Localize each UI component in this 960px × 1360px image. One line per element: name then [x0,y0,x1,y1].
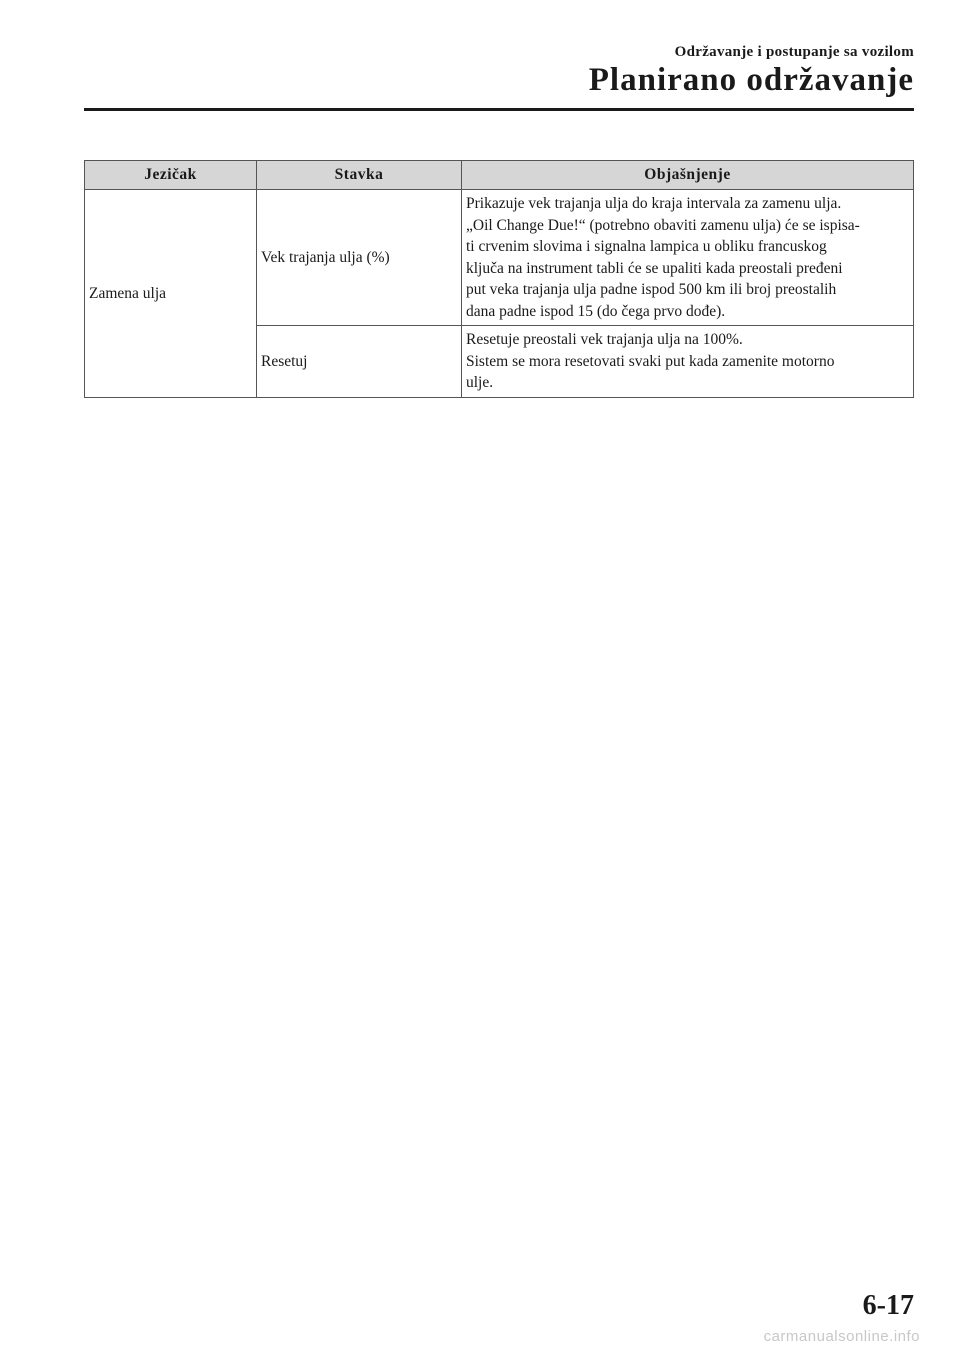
column-header-item: Stavka [257,161,462,190]
explanation-cell [462,326,914,398]
column-header-explanation: Objašnjenje [462,161,914,190]
page-title: Planirano održavanje [588,62,914,98]
explanation-line: „Oil Change Due!“ (potrebno obaviti zamenu ulja) će se ispisa- [466,216,860,234]
explanation-line: ulje. [466,374,494,391]
item-cell: Resetuj [257,326,462,398]
explanation-line: dana padne ispod 15 (do čega prvo dođe). [466,302,726,320]
page-number: 6-17 [862,1290,914,1321]
explanation-line: ključa na instrument tabli će se upaliti kada preostali pređeni [466,259,843,277]
column-header-tab: Jezičak [85,161,257,190]
explanation-line: ti crvenim slovima i signalna lampica u obliku francuskog [466,238,827,255]
header-rule [84,108,914,111]
explanation-cell [462,190,914,326]
table-row [85,190,914,326]
watermark: carmanualsonline.info [763,1328,920,1345]
explanation-line: Sistem se mora resetovati svaki put kada zamenite motorno [466,352,835,370]
explanation-line: Prikazuje vek trajanja ulja do kraja intervala za zamenu ulja. [466,195,842,212]
explanation-line: Resetuje preostali vek trajanja ulja na 100%. [466,331,743,348]
explanation-line: put veka trajanja ulja padne ispod 500 km ili broj preostalih [466,281,837,298]
maintenance-table [84,160,914,398]
tab-cell: Zamena ulja [85,190,257,398]
item-cell: Vek trajanja ulja (%) [257,190,462,326]
table-header-row [85,161,914,190]
section-heading: Održavanje i postupanje sa vozilom [674,44,914,60]
